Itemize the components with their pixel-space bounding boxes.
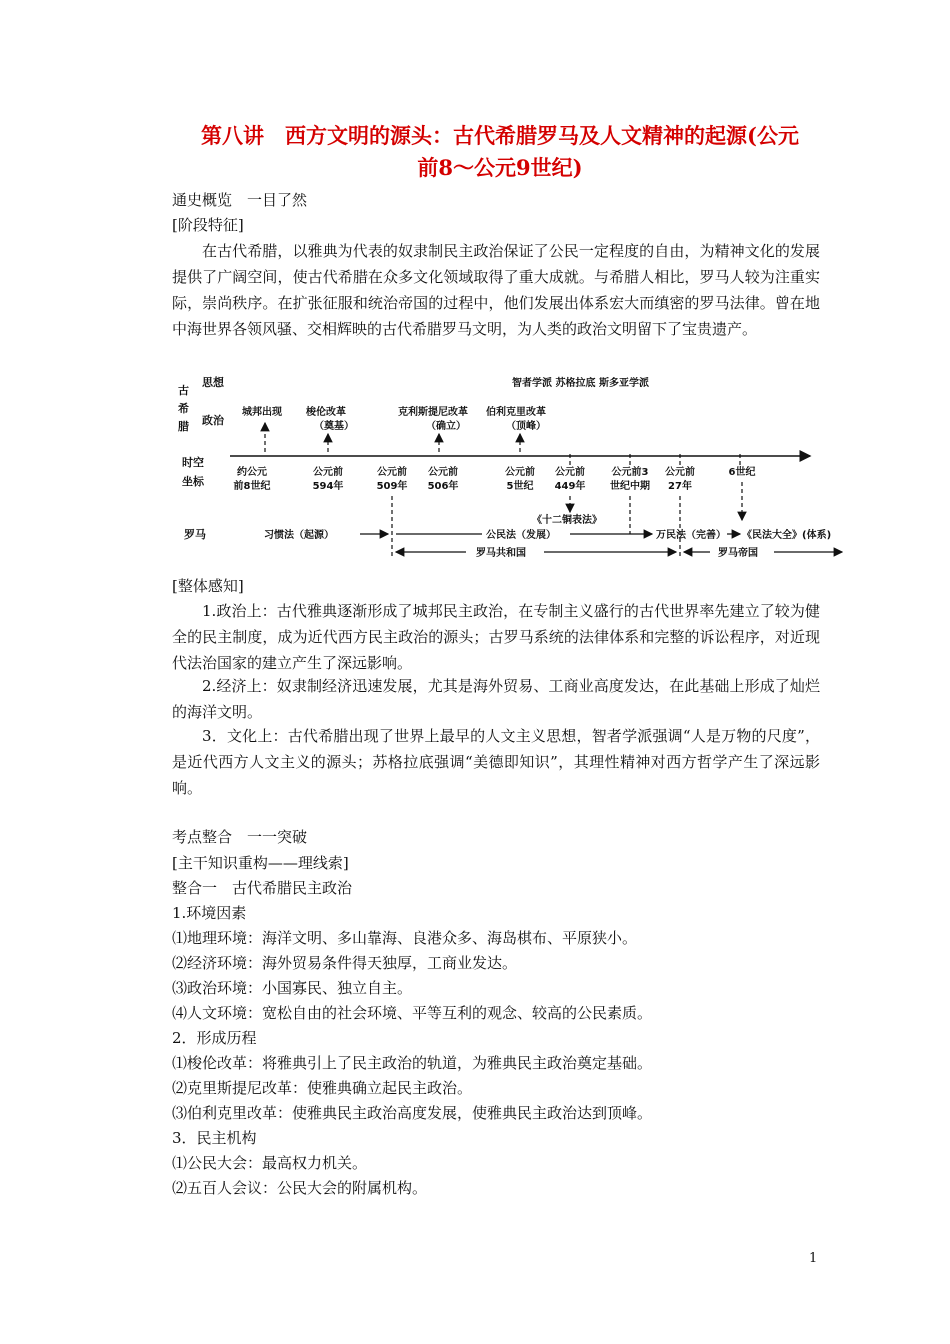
- line-institutions: 3．民主机构: [172, 1129, 257, 1147]
- perception-item-2: 2.经济上：奴隶制经济迅速发展，尤其是海外贸易、工商业高度发达，在此基础上形成了灿烂的海洋文明。: [172, 677, 820, 721]
- line-geo: ⑴地理环境：海洋文明、多山靠海、良港众多、海岛棋布、平原狭小。: [172, 929, 638, 947]
- rome-label: 罗马: [184, 528, 206, 541]
- line-process: 2．形成历程: [172, 1029, 257, 1047]
- integration-heading: 考点整合 一一突破: [172, 828, 308, 846]
- perception-label: [整体感知]: [172, 577, 244, 595]
- line-env: 1.环境因素: [172, 904, 247, 922]
- coord-label-2: 坐标: [182, 475, 204, 488]
- date-6b: 449年: [554, 481, 586, 492]
- event-solon: 梭伦改革: [306, 407, 346, 418]
- integration-section: 整合一 古代希腊民主政治: [172, 879, 353, 897]
- title-line-2: 前8～公元9世纪): [417, 155, 583, 180]
- event-pericles: 伯利克里改革: [486, 407, 546, 418]
- date-8b: 27年: [668, 481, 692, 492]
- thought-label: 思想: [202, 376, 224, 389]
- date-2a: 公元前: [313, 467, 343, 478]
- date-1b: 前8世纪: [233, 481, 271, 492]
- event-city-state: 城邦出现: [242, 407, 282, 418]
- perception-item-3: 3．文化上：古代希腊出现了世界上最早的人文主义思想，智者学派强调“人是万物的尺度”，是近代西方人文主义的源头；苏格拉底强调“美德即知识”，其理性精神对西方哲学产生了深远影响。: [172, 727, 820, 797]
- date-9a: 6世纪: [728, 467, 756, 478]
- line-council: ⑵五百人会议：公民大会的附属机构。: [172, 1179, 428, 1197]
- event-pericles-sub: （顶峰）: [506, 421, 546, 432]
- greece-label-1: 古: [178, 384, 189, 397]
- coord-label-1: 时空: [182, 456, 204, 469]
- rome-empire: 罗马帝国: [718, 548, 758, 559]
- perception-item-1: 1.政治上：古代雅典逐渐形成了城邦民主政治，在专制主义盛行的古代世界率先建立了较为健全的民主制度，成为近代西方民主政治的源头；古罗马系统的法律体系和完整的诉讼程序，对近现代法治国家的建立产生了深远影响。: [172, 602, 820, 672]
- line-pericles: ⑶伯利克里改革：使雅典民主政治高度发展，使雅典民主政治达到顶峰。: [172, 1104, 653, 1122]
- line-solon: ⑴梭伦改革：将雅典引上了民主政治的轨道，为雅典民主政治奠定基础。: [172, 1054, 653, 1072]
- politics-label: 政治: [202, 414, 224, 427]
- stage-label: [阶段特征]: [172, 216, 244, 234]
- date-3b: 509年: [376, 481, 408, 492]
- date-2b: 594年: [312, 481, 344, 492]
- date-7a: 公元前3: [611, 467, 649, 478]
- greece-label-2: 希: [178, 402, 189, 415]
- date-4a: 公元前: [428, 467, 458, 478]
- line-politics: ⑶政治环境：小国寡民、独立自主。: [172, 979, 413, 997]
- page-title: [150, 120, 850, 184]
- title-line-1: 第八讲 西方文明的源头：古代希腊罗马及人文精神的起源(公元: [201, 123, 799, 148]
- stage-text: 在古代希腊，以雅典为代表的奴隶制民主政治保证了公民一定程度的自由，为精神文化的发展提供了广阔空间，使古代希腊在众多文化领域取得了重大成就。与希腊人相比，罗马人较为注重实际，崇尚秩序。在扩张征服和统治帝国的过程中，他们发展出体系宏大而缜密的罗马法律。曾在地中海世界各领风骚、交相辉映的古代希腊罗马文明，为人类的政治文明留下了宝贵遗产。: [172, 242, 820, 338]
- date-4b: 506年: [427, 481, 459, 492]
- line-cleisthenes: ⑵克里斯提尼改革：使雅典确立起民主政治。: [172, 1079, 473, 1097]
- overview-heading: 通史概览 一目了然: [172, 191, 308, 209]
- rome-law-custom: 习惯法（起源）: [264, 530, 334, 541]
- timeline-diagram: [170, 368, 850, 568]
- date-1a: 约公元: [237, 467, 267, 478]
- date-6a: 公元前: [555, 467, 585, 478]
- date-7b: 世纪中期: [610, 481, 650, 492]
- integration-sub: [主干知识重构——理线索]: [172, 854, 349, 872]
- date-8a: 公元前: [665, 467, 695, 478]
- event-solon-sub: （奠基）: [314, 421, 354, 432]
- page-number: 1: [809, 1251, 818, 1266]
- thought-text: 智者学派 苏格拉底 斯多亚学派: [512, 378, 649, 389]
- event-cleisthenes: 克利斯提尼改革: [398, 407, 468, 418]
- rome-law-civil: 公民法（发展）: [486, 530, 556, 541]
- date-5a: 公元前: [505, 467, 535, 478]
- line-econ: ⑵经济环境：海外贸易条件得天独厚，工商业发达。: [172, 954, 518, 972]
- greece-label-3: 腊: [178, 420, 189, 433]
- line-culture: ⑷人文环境：宽松自由的社会环境、平等互利的观念、较高的公民素质。: [172, 1004, 653, 1022]
- rome-law-corpus: 《民法大全》(体系): [742, 530, 832, 541]
- twelve-tables: 《十二铜表法》: [532, 515, 602, 526]
- event-cleisthenes-sub: （确立）: [426, 421, 466, 432]
- date-5b: 5世纪: [506, 481, 534, 492]
- rome-law-gentium: 万民法（完善）: [656, 530, 726, 541]
- rome-republic: 罗马共和国: [476, 548, 526, 559]
- date-3a: 公元前: [377, 467, 407, 478]
- line-assembly: ⑴公民大会：最高权力机关。: [172, 1154, 368, 1172]
